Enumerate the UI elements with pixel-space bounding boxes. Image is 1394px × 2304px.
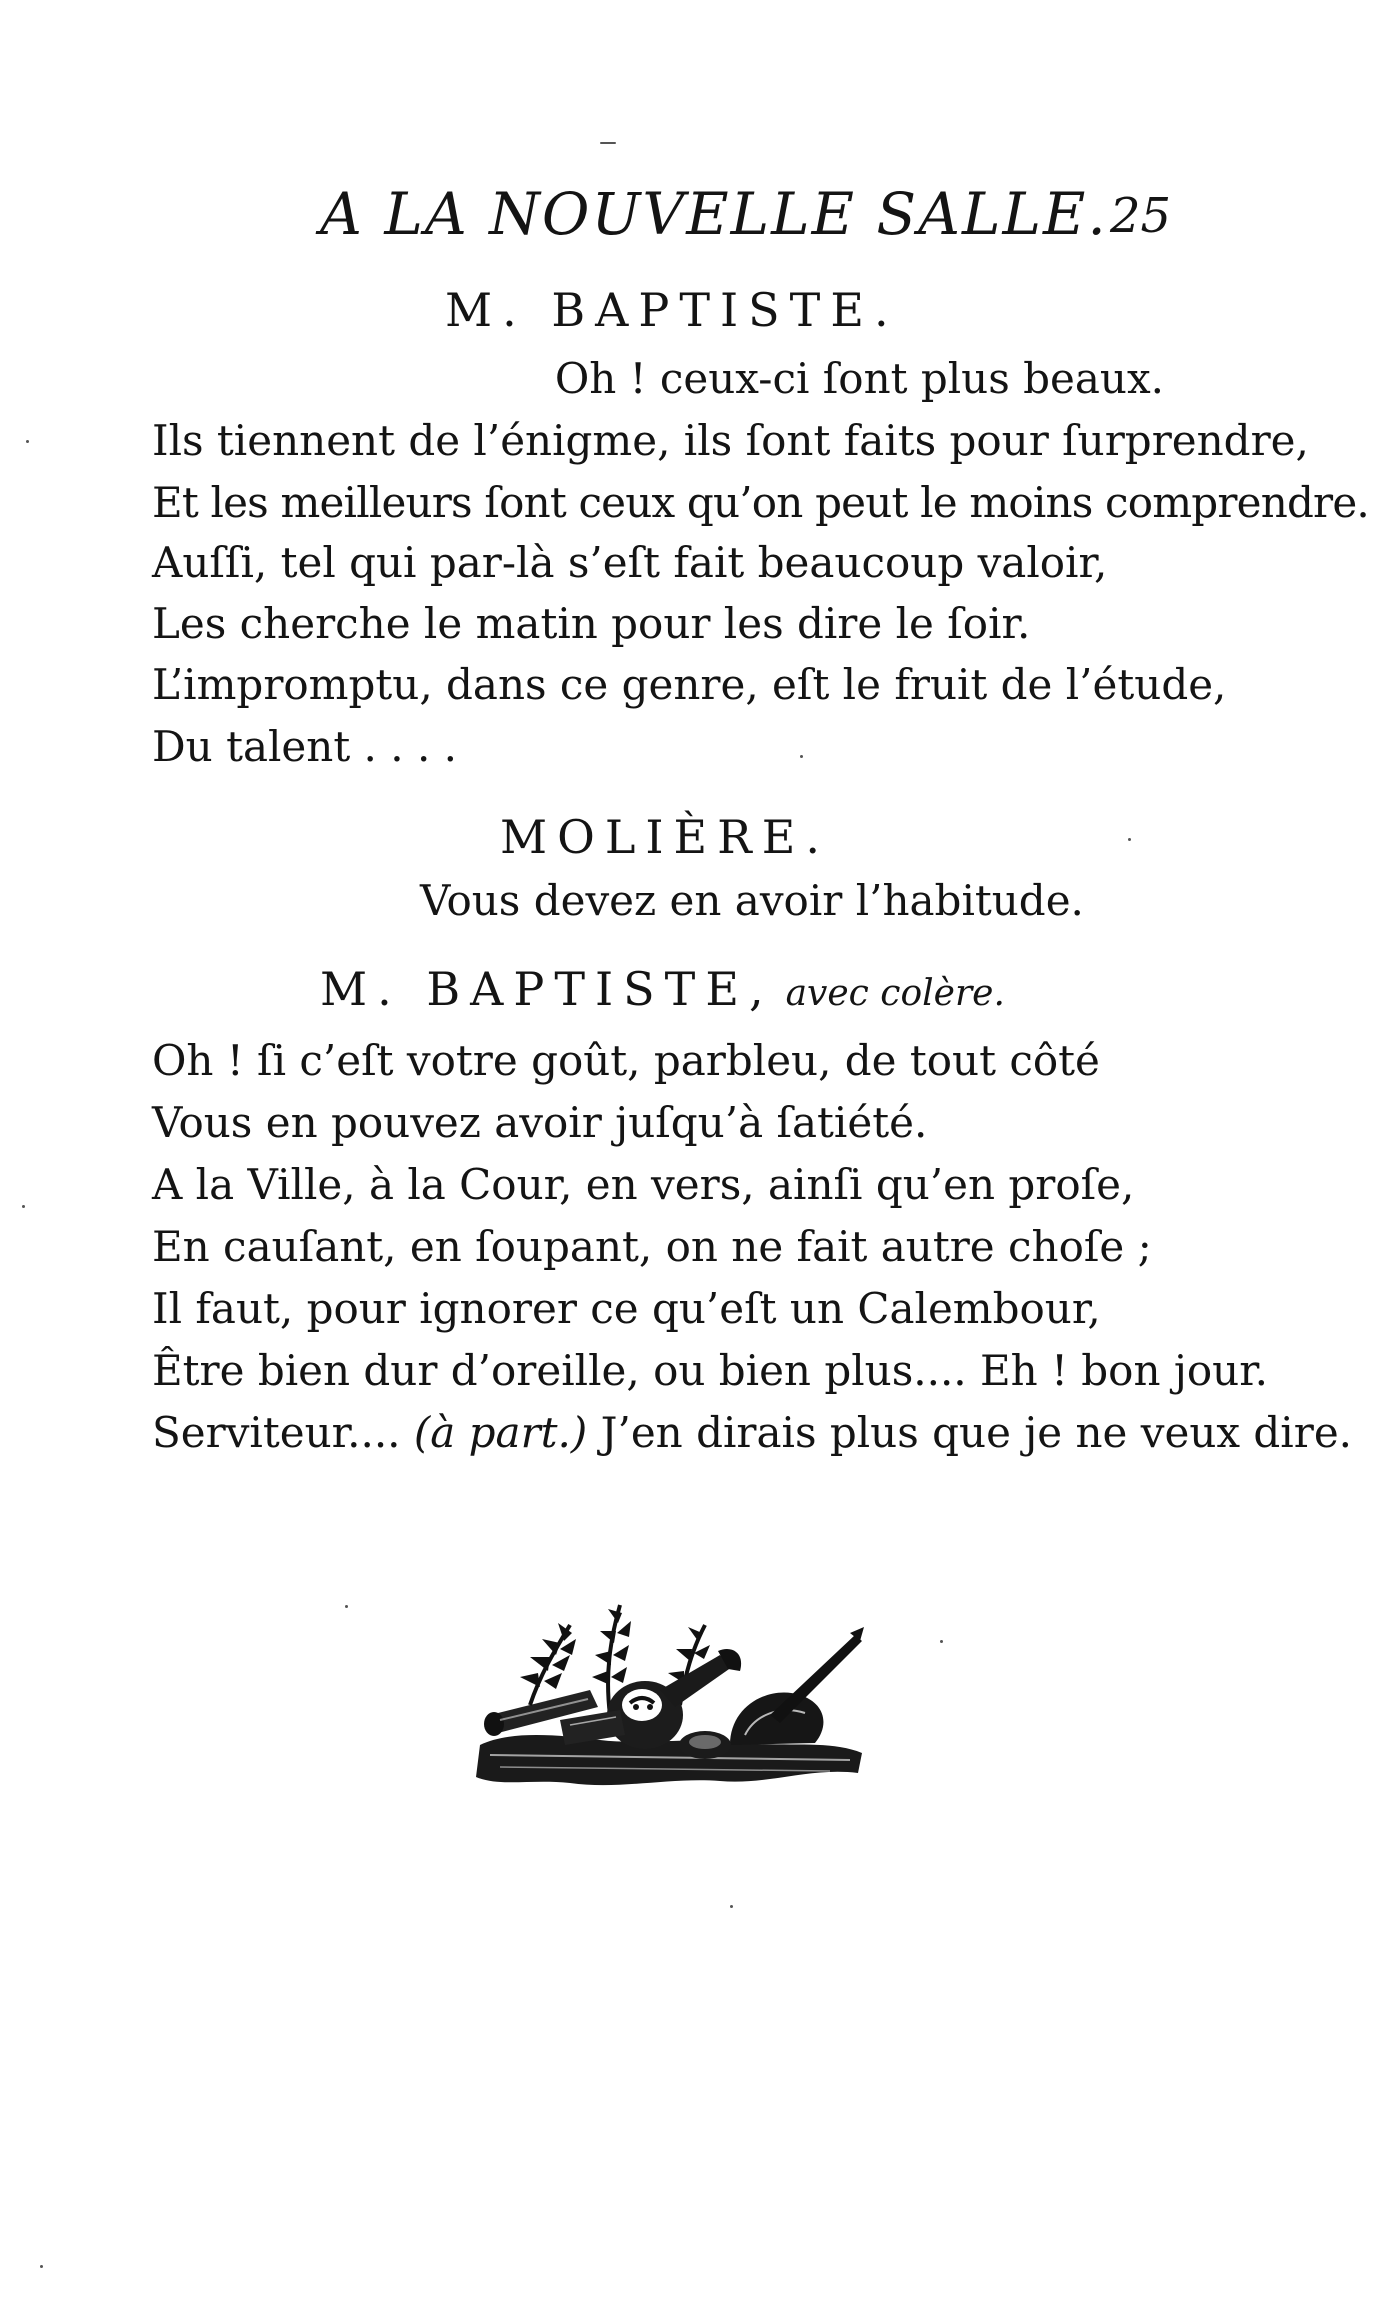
verse-line: Vous devez en avoir l’habitude.	[420, 876, 1084, 925]
print-speck	[22, 1205, 25, 1208]
verse-line: En cauſant, en ſoupant, on ne fait autre choſe ;	[152, 1222, 1152, 1271]
verse-line: Être bien dur d’oreille, ou bien plus.... Eh ! bon jour.	[152, 1346, 1269, 1395]
page-number: 25	[1110, 188, 1172, 244]
running-title: A LA NOUVELLE SALLE.	[320, 180, 1108, 248]
verse-line: Oh ! ceux-ci ſont plus beaux.	[554, 354, 1164, 403]
tailpiece-vignette-icon	[470, 1595, 870, 1800]
print-speck	[1128, 838, 1131, 841]
verse-line: Du talent . . . .	[152, 722, 458, 771]
verse-text: Serviteur....	[152, 1408, 401, 1457]
verse-line-with-aside	[152, 1408, 1353, 1457]
verse-line: Auſſi, tel qui par-là s’eſt fait beaucoup valoir,	[152, 538, 1108, 587]
speaker-name: MOLIÈRE.	[500, 810, 830, 864]
verse-line: L’impromptu, dans ce genre, eſt le fruit de l’étude,	[152, 660, 1227, 709]
speaker-name: M. BAPTISTE.	[445, 283, 899, 337]
stage-direction: avec colère.	[785, 973, 1005, 1014]
verse-line: Et les meilleurs ſont ceux qu’on peut le moins comprendre.	[152, 478, 1369, 527]
speaker-name: M. BAPTISTE,	[320, 962, 774, 1016]
print-speck	[26, 440, 29, 443]
verse-line: Oh ! ſi c’eſt votre goût, parbleu, de tout côté	[152, 1036, 1100, 1085]
print-speck	[600, 142, 616, 144]
speaker-heading	[320, 962, 1005, 1016]
print-speck	[730, 1905, 733, 1908]
print-speck	[345, 1605, 348, 1608]
verse-line: Ils tiennent de l’énigme, ils ſont faits pour ſurprendre,	[152, 416, 1309, 465]
verse-line: Les cherche le matin pour les dire le ſoir.	[152, 599, 1031, 648]
print-speck	[40, 2265, 43, 2268]
aside-direction: (à part.)	[413, 1408, 588, 1457]
verse-text: J’en dirais plus que je ne veux dire.	[600, 1408, 1353, 1457]
verse-line: Vous en pouvez avoir juſqu’à ſatiété.	[152, 1098, 928, 1147]
print-speck	[940, 1640, 943, 1643]
verse-line: Il faut, pour ignorer ce qu’eſt un Calembour,	[152, 1284, 1101, 1333]
print-speck	[800, 755, 803, 758]
verse-line: A la Ville, à la Cour, en vers, ainſi qu’en proſe,	[152, 1160, 1135, 1209]
